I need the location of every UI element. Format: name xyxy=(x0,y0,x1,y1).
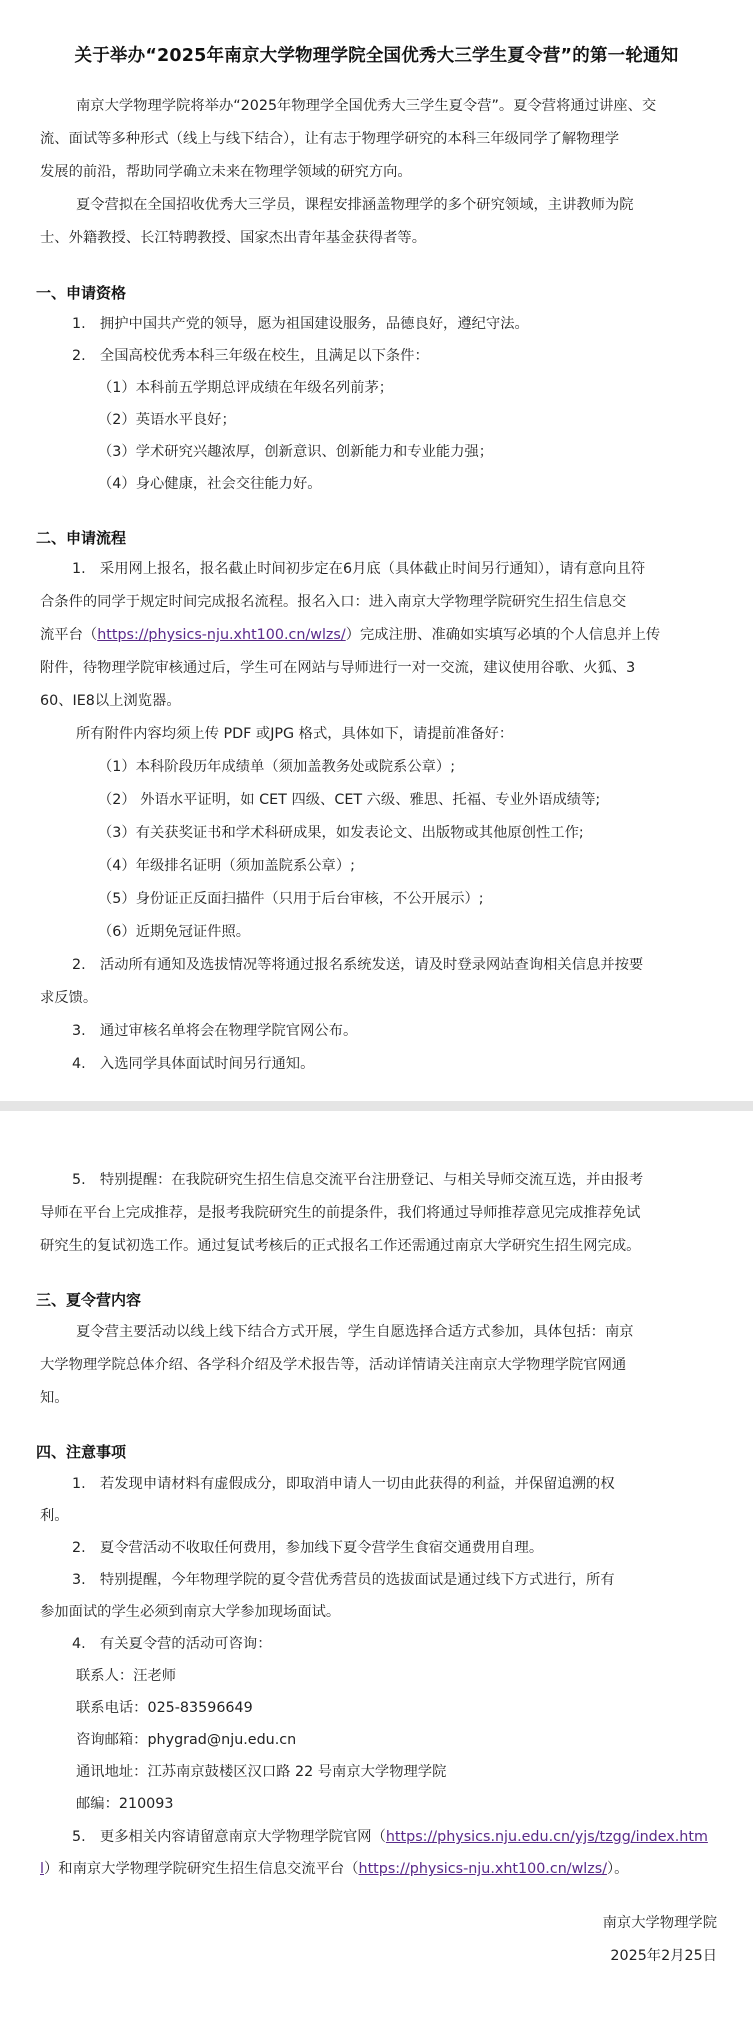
paragraph-line: 夏令营主要活动以线上线下结合方式开展，学生自愿选择合适方式参加，具体包括：南京 xyxy=(76,1324,634,1340)
signature-date: 2025年2月25日 xyxy=(610,1948,717,1964)
attachment-item: （3）有关获奖证书和学术科研成果，如发表论文、出版物或其他原创性工作; xyxy=(98,825,584,841)
section-heading-notes: 四、注意事项 xyxy=(36,1443,127,1461)
attachment-item: （1）本科阶段历年成绩单（须加盖教务处或院系公章）; xyxy=(98,759,456,775)
attachment-item: （5）身份证正反面扫描件（只用于后台审核，不公开展示）; xyxy=(98,891,484,907)
paragraph-line: 合条件的同学于规定时间完成报名流程。报名入口：进入南京大学物理学院研究生招生信息交 xyxy=(40,594,627,610)
website-link-continued[interactable]: l xyxy=(40,1861,44,1877)
section-heading-eligibility: 一、申请资格 xyxy=(36,284,127,302)
intro-line: 发展的前沿，帮助同学确立未来在物理学领域的研究方向。 xyxy=(40,164,412,180)
intro-line: 南京大学物理学院将举办“2025年物理学全国优秀大三学生夏令营”。夏令营将通过讲座、交 xyxy=(76,98,657,114)
contact-address: 通讯地址：江苏南京鼓楼区汉口路 22 号南京大学物理学院 xyxy=(76,1764,447,1780)
contact-postcode: 邮编：210093 xyxy=(76,1796,174,1812)
list-item: （2）英语水平良好； xyxy=(98,412,236,428)
paragraph-line: 4. 有关夏令营的活动可咨询： xyxy=(72,1636,272,1652)
intro-line: 士、外籍教授、长江特聘教授、国家杰出青年基金获得者等。 xyxy=(40,230,427,246)
paragraph-line: 3. 特别提醒，今年物理学院的夏令营优秀营员的选拔面试是通过线下方式进行，所有 xyxy=(72,1572,615,1588)
text: ）。 xyxy=(607,1861,629,1877)
paragraph-line: 利。 xyxy=(40,1508,69,1524)
attachment-item: （4）年级排名证明（须加盖院系公章）; xyxy=(98,858,355,874)
contact-email: 咨询邮箱：phygrad@nju.edu.cn xyxy=(76,1732,297,1748)
paragraph-line xyxy=(72,1821,744,1854)
paragraph-line: 附件，待物理学院审核通过后，学生可在网站与导师进行一对一交流，建议使用谷歌、火狐、3 xyxy=(40,660,636,676)
paragraph-line xyxy=(40,1853,712,1886)
section-heading-process: 二、申请流程 xyxy=(36,529,127,547)
contact-person: 联系人：汪老师 xyxy=(76,1668,177,1684)
list-item: （3）学术研究兴趣浓厚，创新意识、创新能力和专业能力强； xyxy=(98,444,494,460)
page-divider xyxy=(0,1101,753,1111)
paragraph-line: 知。 xyxy=(40,1390,69,1406)
intro-line: 夏令营拟在全国招收优秀大三学员，课程安排涵盖物理学的多个研究领域，主讲教师为院 xyxy=(76,197,634,213)
paragraph-line: 60、IE8以上浏览器。 xyxy=(40,693,181,709)
registration-link[interactable]: https://physics-nju.xht100.cn/wlzs/ xyxy=(97,627,346,643)
list-item: 1. 拥护中国共产党的领导，愿为祖国建设服务，品德良好，遵纪守法。 xyxy=(72,316,529,332)
paragraph-line: 5. 特别提醒：在我院研究生招生信息交流平台注册登记、与相关导师交流互选，并由报考 xyxy=(72,1172,644,1188)
paragraph-line: 1. 采用网上报名，报名截止时间初步定在6月底（具体截止时间另行通知），请有意向且符 xyxy=(72,561,646,577)
list-item: （4）身心健康，社会交往能力好。 xyxy=(98,476,322,492)
notice-title: 关于举办“2025年南京大学物理学院全国优秀大三学生夏令营”的第一轮通知 xyxy=(74,46,679,66)
paragraph-line: 大学物理学院总体介绍、各学科介绍及学术报告等，活动详情请关注南京大学物理学院官网通 xyxy=(40,1357,627,1373)
platform-link[interactable]: https://physics-nju.xht100.cn/wlzs/ xyxy=(358,1861,608,1877)
text: ）和南京大学物理学院研究生招生信息交流平台（ xyxy=(43,1861,359,1877)
contact-phone: 联系电话：025-83596649 xyxy=(76,1700,253,1716)
paragraph-line: 求反馈。 xyxy=(40,990,98,1006)
list-item: 2. 全国高校优秀本科三年级在校生，且满足以下条件： xyxy=(72,348,429,364)
attachment-item: （6）近期免冠证件照。 xyxy=(98,924,251,940)
paragraph-line: 1. 若发现申请材料有虚假成分，即取消申请人一切由此获得的利益，并保留追溯的权 xyxy=(72,1476,615,1492)
paragraph-line: 研究生的复试初选工作。通过复试考核后的正式报名工作还需通过南京大学研究生招生网完成。 xyxy=(40,1238,641,1254)
signature-org: 南京大学物理学院 xyxy=(602,1915,717,1931)
paragraph-line: 2. 夏令营活动不收取任何费用，参加线下夏令营学生食宿交通费用自理。 xyxy=(72,1540,544,1556)
text: ）完成注册、准确如实填写必填的个人信息并上传 xyxy=(345,627,661,643)
text: 5. 更多相关内容请留意南京大学物理学院官网（ xyxy=(72,1829,386,1845)
section-heading-content: 三、夏令营内容 xyxy=(36,1291,142,1309)
paragraph-line: 导师在平台上完成推荐，是报考我院研究生的前提条件，我们将通过导师推荐意见完成推荐免试 xyxy=(40,1205,641,1221)
paragraph-line: 参加面试的学生必须到南京大学参加现场面试。 xyxy=(40,1604,341,1620)
paragraph-line: 4. 入选同学具体面试时间另行通知。 xyxy=(72,1056,315,1072)
text: 流平台（ xyxy=(40,627,98,643)
paragraph-line xyxy=(40,619,712,652)
attachments-intro: 所有附件内容均须上传 PDF 或JPG 格式，具体如下，请提前准备好： xyxy=(76,726,514,742)
intro-line: 流、面试等多种形式（线上与线下结合），让有志于物理学研究的本科三年级同学了解物理学 xyxy=(40,131,620,147)
website-link[interactable]: https://physics.nju.edu.cn/yjs/tzgg/index.htm xyxy=(385,1829,708,1845)
attachment-item: （2） 外语水平证明，如 CET 四级、CET 六级、雅思、托福、专业外语成绩等; xyxy=(98,792,601,808)
paragraph-line: 2. 活动所有通知及选拔情况等将通过报名系统发送，请及时登录网站查询相关信息并按要 xyxy=(72,957,644,973)
list-item: （1）本科前五学期总评成绩在年级名列前茅； xyxy=(98,380,394,396)
paragraph-line: 3. 通过审核名单将会在物理学院官网公布。 xyxy=(72,1023,358,1039)
